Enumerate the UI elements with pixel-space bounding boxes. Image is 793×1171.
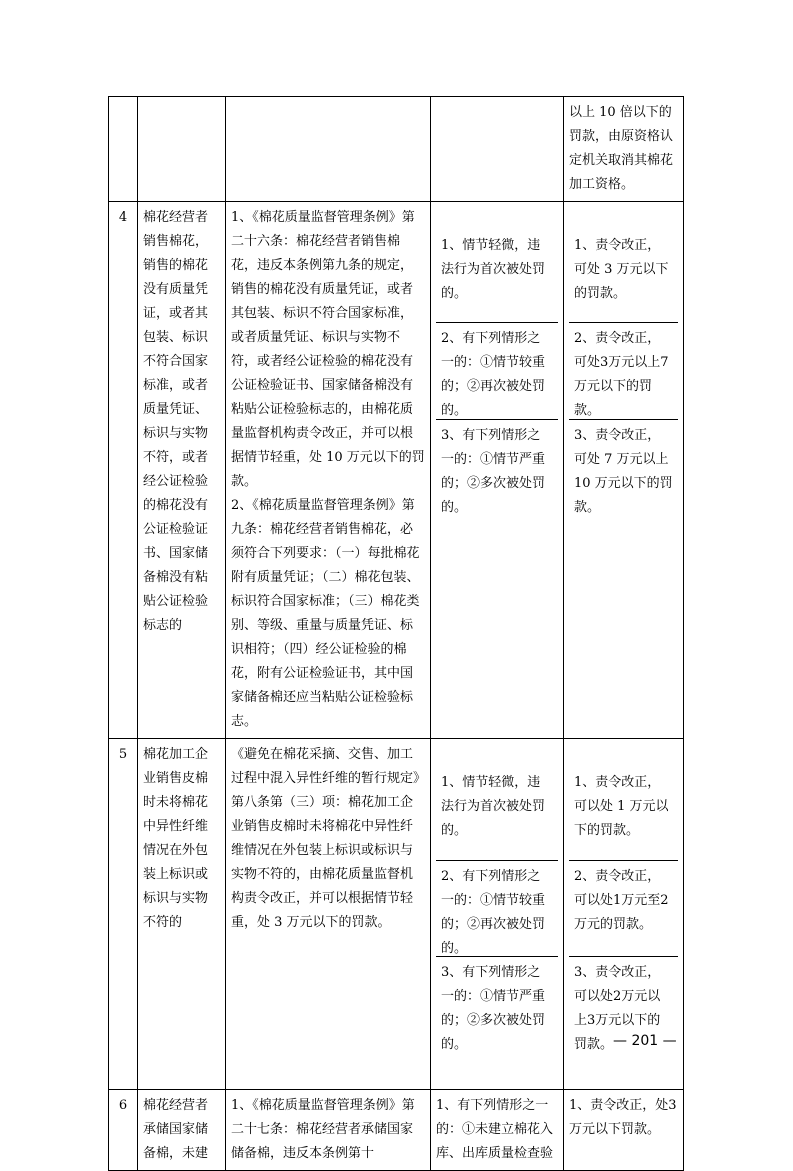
subject-cell: 棉花经营者承储国家储备棉，未建 bbox=[138, 1090, 226, 1171]
table-row-continued bbox=[109, 97, 684, 202]
penalty-item: 2、责令改正，可以处1万元至2万元的罚款。 bbox=[569, 860, 678, 932]
basis-cell bbox=[226, 97, 431, 202]
page-number: — 201 — bbox=[613, 1033, 677, 1049]
circumstance-item: 2、有下列情形之一的：①情节较重的；②再次被处罚的。 bbox=[436, 322, 558, 395]
basis-cell: 《避免在棉花采摘、交售、加工过程中混入异性纤维的暂行规定》第八条第（三）项：棉花加工企业销售皮棉时未将棉花中异性纤维情况在外包装上标识或标识与实物不符的，由棉花质量监督机构责令改正，并可以根据情节轻重，处 3 万元以下的罚款。 bbox=[226, 739, 431, 1090]
penalty-item: 1、责令改正，可处 3 万元以下的罚款。 bbox=[574, 238, 669, 301]
penalty-item: 3、责令改正，可处 7 万元以上 10 万元以下的罚款。 bbox=[569, 419, 678, 524]
circumstance-cell: 1、有下列情形之一的：①未建立棉花入库、出库质量检查验 bbox=[431, 1090, 564, 1171]
number-cell: 5 bbox=[109, 739, 138, 1090]
penalty-cell: 1、责令改正，处3万元以下罚款。 bbox=[564, 1090, 684, 1171]
number-cell: 4 bbox=[109, 202, 138, 739]
table-row-5 bbox=[109, 739, 684, 1090]
penalty-item: 2、责令改正，可处3万元以上7万元以下的罚款。 bbox=[569, 322, 678, 395]
subject-cell bbox=[138, 97, 226, 202]
circumstance-item: 2、有下列情形之一的：①情节较重的；②再次被处罚的。 bbox=[436, 860, 558, 932]
number-cell: 6 bbox=[109, 1090, 138, 1171]
circumstance-item: 1、情节轻微，违法行为首次被处罚的。 bbox=[441, 775, 546, 838]
table-row-6 bbox=[109, 1090, 684, 1171]
penalty-table bbox=[108, 96, 684, 1171]
circumstance-cell bbox=[431, 739, 564, 1090]
subject-cell: 棉花经营者销售棉花，销售的棉花没有质量凭证，或者其包装、标识不符合国家标准，或者质量凭证、标识与实物不符，或者经公证检验的棉花没有公证检验证书、国家储备棉没有粘贴公证检验标志的 bbox=[138, 202, 226, 739]
penalty-item: 1、责令改正，可以处 1 万元以下的罚款。 bbox=[574, 775, 669, 838]
circumstance-item: 3、有下列情形之一的：①情节严重的；②多次被处罚的。 bbox=[436, 419, 558, 524]
subject-cell: 棉花加工企业销售皮棉时未将棉花中异性纤维情况在外包装上标识或标识与实物不符的 bbox=[138, 739, 226, 1090]
circumstance-cell bbox=[431, 97, 564, 202]
circumstance-cell bbox=[431, 202, 564, 739]
circumstance-item: 1、情节轻微，违法行为首次被处罚的。 bbox=[441, 238, 546, 301]
penalty-cell bbox=[564, 202, 684, 739]
circumstance-item: 3、有下列情形之一的：①情节严重的；②多次被处罚的。 bbox=[436, 956, 558, 1061]
table-row-4 bbox=[109, 202, 684, 739]
basis-cell: 1、《棉花质量监督管理条例》第二十七条：棉花经营者承储国家储备棉，违反本条例第十 bbox=[226, 1090, 431, 1171]
basis-cell: 1、《棉花质量监督管理条例》第二十六条：棉花经营者销售棉花，违反本条例第九条的规定，销售的棉花没有质量凭证，或者其包装、标识不符合国家标准，或者质量凭证、标识与实物不符，或者经公证检验的棉花没有公证检验证书、国家储备棉没有粘贴公证检验标志的，由棉花质量监督机构责令改正，并可以根据情节轻重，处 10 万元以下的罚款。 2、《棉花质量监督管理条例》第九条：棉花经营者销售棉花，必须符合下列要求：（一）每批棉花附有质量凭证；（二）棉花包装、标识符合国家标准；（三）棉花类别、等级、重量与质量凭证、标识相符；（四）经公证检验的棉花，附有公证检验证书，其中国家储备棉还应当粘贴公证检验标志。 bbox=[226, 202, 431, 739]
number-cell bbox=[109, 97, 138, 202]
penalty-cell: 以上 10 倍以下的罚款，由原资格认定机关取消其棉花加工资格。 bbox=[564, 97, 684, 202]
penalty-item: 3、责令改正，可以处2万元以上3万元以下的罚款。 bbox=[569, 956, 678, 1061]
